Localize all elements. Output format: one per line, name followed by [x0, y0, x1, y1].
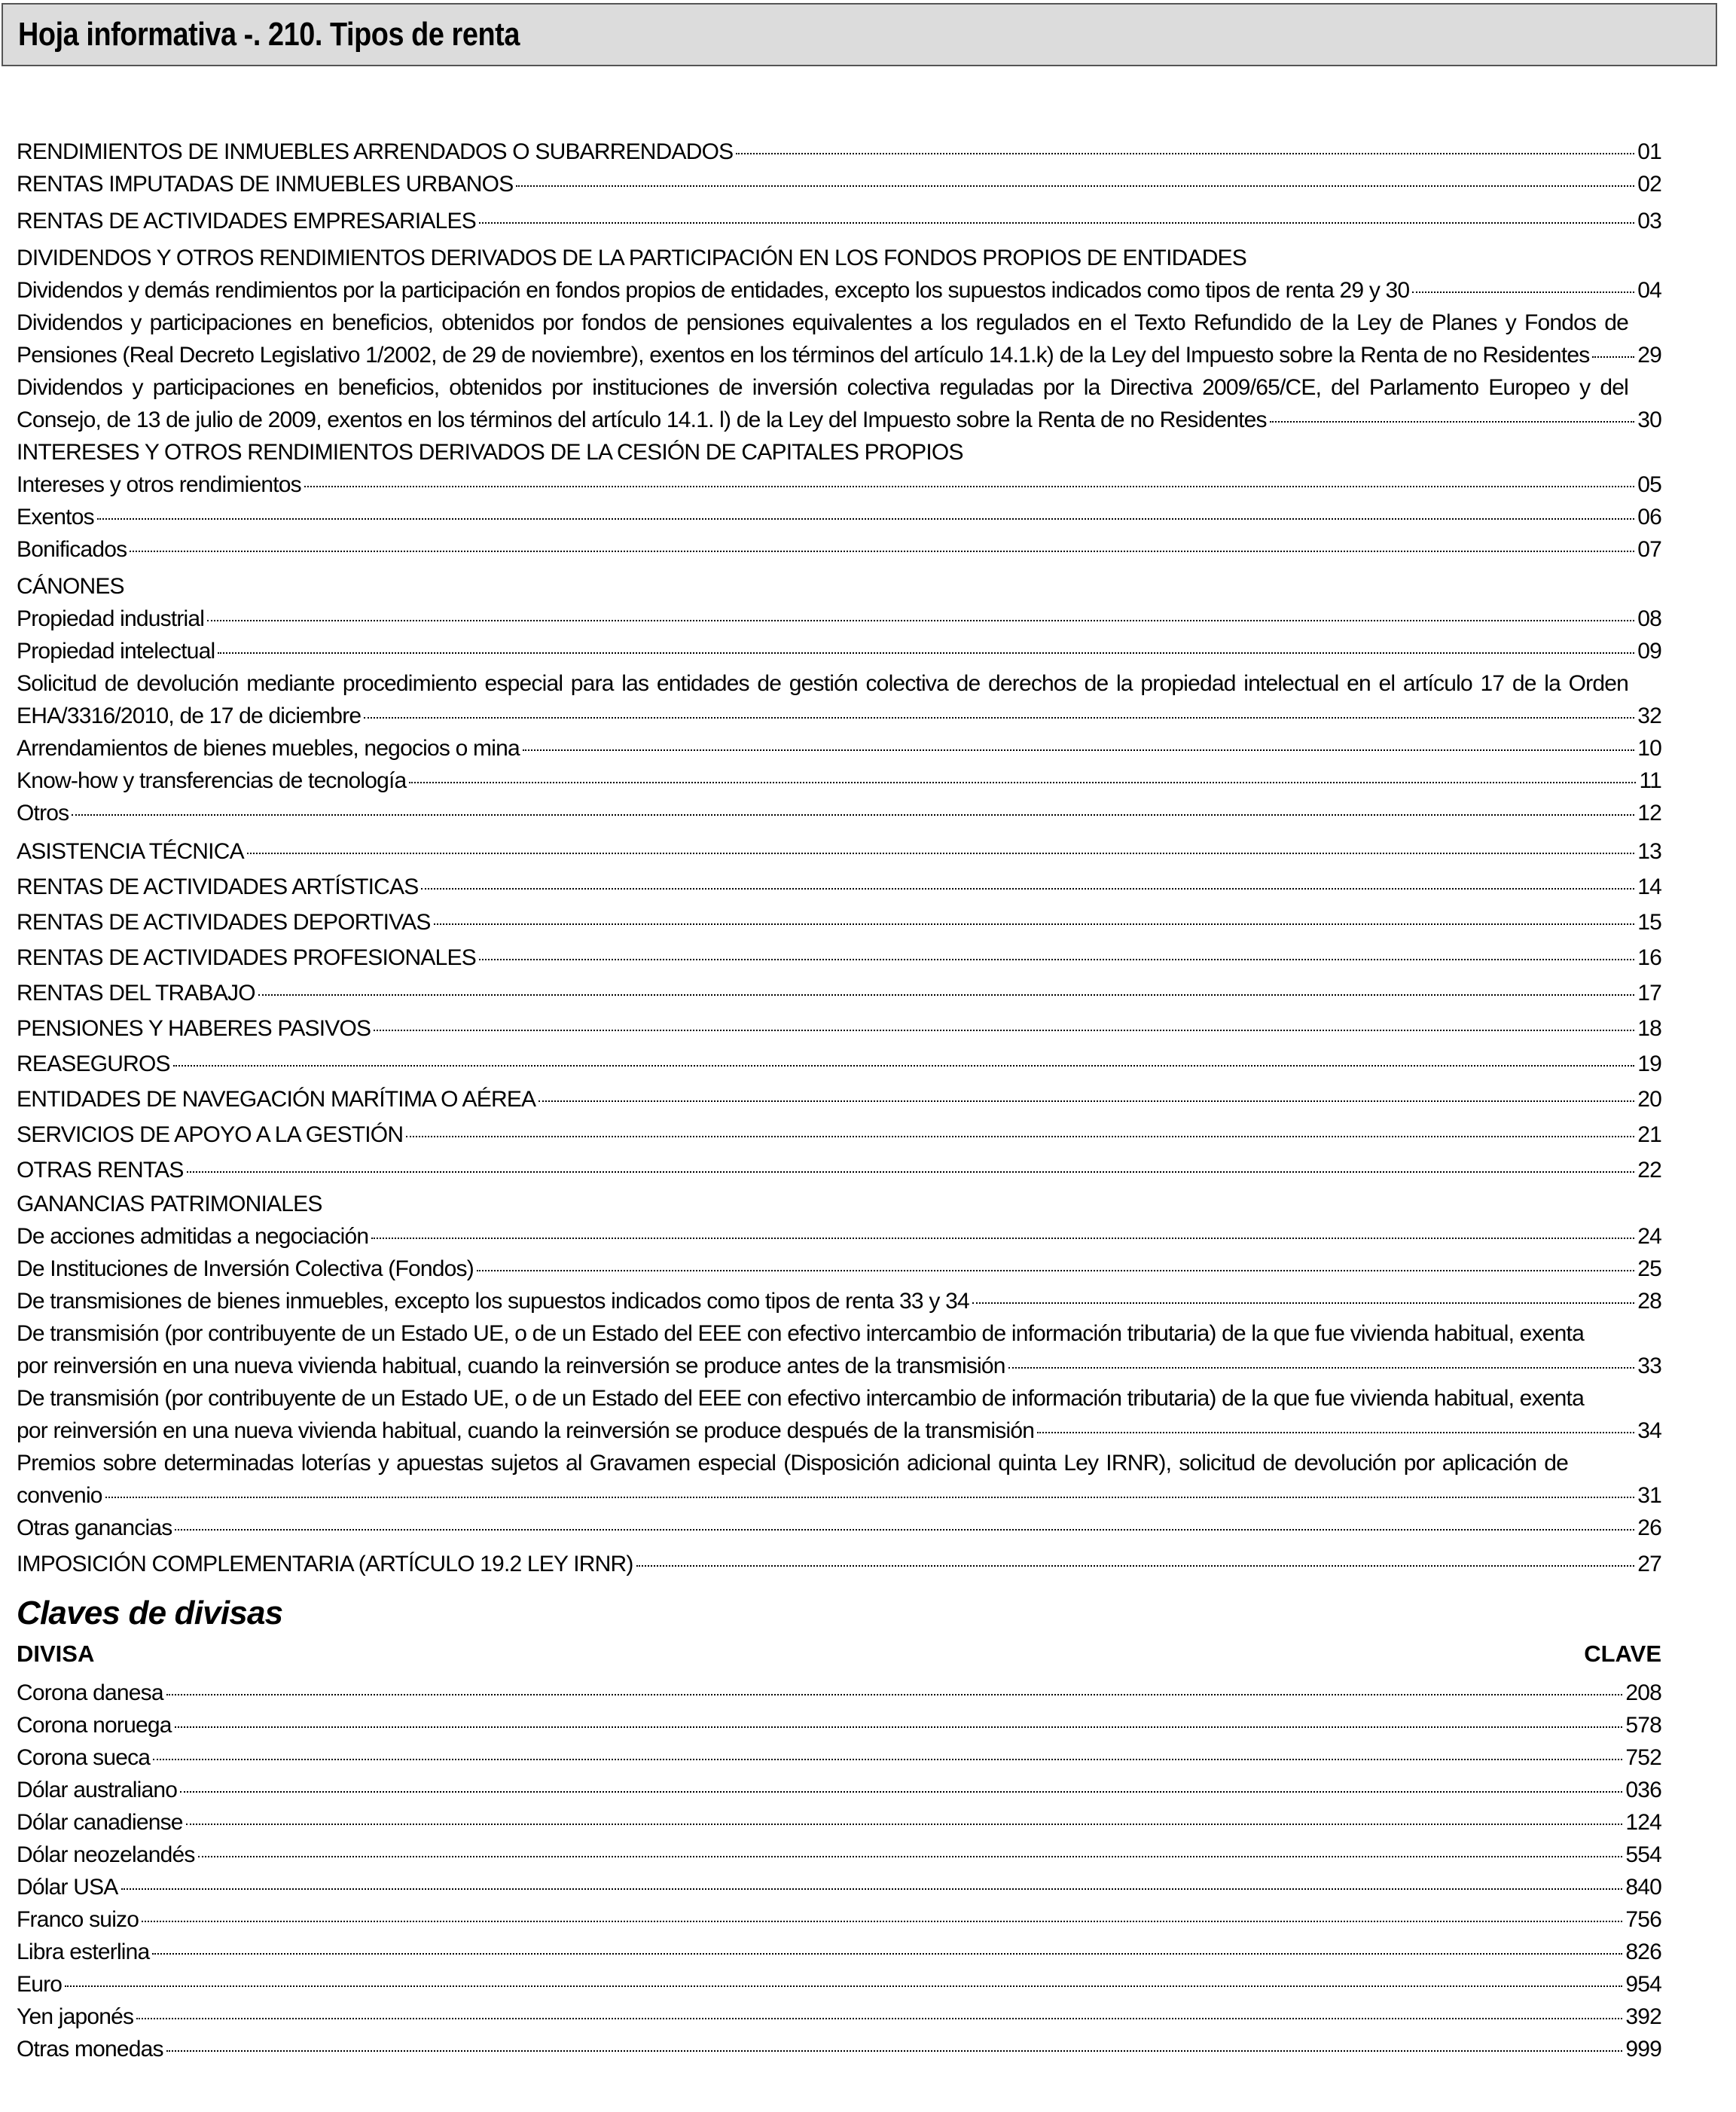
dot-leader: [166, 1694, 1623, 1695]
currency-list: [17, 1677, 1661, 2065]
currency-code: 752: [1625, 1745, 1661, 1770]
currency-name: Dólar canadiense: [17, 1810, 183, 1835]
item-code: 19: [1637, 1051, 1661, 1076]
currency-row: [17, 2001, 1661, 2033]
dot-leader: [175, 1726, 1623, 1728]
currency-name: Libra esterlina: [17, 1940, 150, 1964]
item-code: 07: [1637, 537, 1661, 562]
item-code: 18: [1637, 1016, 1661, 1041]
item-label-line1: Premios sobre determinadas loterías y apuestas sujetos al Gravamen especial (Disposición adicional quinta Ley IRNR), solicitud de devolución por aplicación de: [17, 1451, 1568, 1476]
currency-code: 826: [1625, 1940, 1661, 1964]
item-code: 09: [1637, 639, 1661, 664]
item-label: RENTAS IMPUTADAS DE INMUEBLES URBANOS: [17, 172, 514, 197]
item-code: 11: [1639, 768, 1661, 793]
currency-code: 840: [1625, 1875, 1661, 1900]
list-item: [17, 975, 1661, 1011]
dot-leader: [153, 1759, 1622, 1760]
dot-leader: [65, 1985, 1622, 1987]
item-code: 08: [1637, 606, 1661, 631]
list-item: [17, 732, 1661, 765]
currency-row: [17, 1871, 1661, 1903]
currency-row: [17, 1968, 1661, 2001]
list-item: [17, 1011, 1661, 1046]
item-label: RENTAS DE ACTIVIDADES DEPORTIVAS: [17, 910, 431, 935]
currency-code: 036: [1625, 1778, 1661, 1802]
item-code: 28: [1637, 1289, 1661, 1314]
item-label: RENTAS DE ACTIVIDADES PROFESIONALES: [17, 945, 476, 970]
dot-leader: [972, 1302, 1634, 1304]
dot-leader: [136, 2018, 1622, 2019]
item-label: Otras ganancias: [17, 1515, 172, 1540]
currency-name: Corona noruega: [17, 1713, 172, 1738]
item-label-line1: Dividendos y participaciones en beneficios, obtenidos por instituciones de inversión colectiva reguladas por la Directiva 2009/65/CE, del Parlamento Europeo y del: [17, 375, 1628, 400]
section-heading-ganancias: GANANCIAS PATRIMONIALES: [17, 1192, 322, 1216]
dot-leader: [364, 717, 1634, 719]
col-header-divisa: DIVISA: [17, 1640, 95, 1667]
dot-leader: [477, 1270, 1634, 1271]
item-label: PENSIONES Y HABERES PASIVOS: [17, 1016, 371, 1041]
list-item: [17, 1152, 1661, 1188]
dot-leader: [479, 959, 1634, 960]
list-item: [17, 667, 1661, 732]
item-code: 16: [1637, 945, 1661, 970]
item-label: De acciones admitidas a negociación: [17, 1224, 369, 1249]
section-title-divisas: Claves de divisas: [17, 1595, 283, 1631]
page-title: Hoja informativa -. 210. Tipos de renta: [18, 16, 520, 53]
currency-row: [17, 1774, 1661, 1806]
item-code: 04: [1637, 278, 1661, 303]
item-label-line2: Consejo, de 13 de julio de 2009, exentos en los términos del artículo 14.1. l) de la Ley del Impuesto sobre la Renta de no Residentes: [17, 407, 1267, 432]
currency-table-header: [17, 1636, 1661, 1672]
list-item: [17, 940, 1661, 975]
item-label: RENTAS DEL TRABAJO: [17, 981, 255, 1006]
dot-leader: [479, 222, 1634, 224]
currency-code: 554: [1625, 1842, 1661, 1867]
dot-leader: [1037, 1432, 1634, 1433]
currency-code: 999: [1625, 2037, 1661, 2062]
currency-name: Franco suizo: [17, 1907, 139, 1932]
currency-code: 578: [1625, 1713, 1661, 1738]
currency-name: Otras monedas: [17, 2037, 163, 2062]
dot-leader: [142, 1921, 1622, 1922]
dot-leader: [538, 1100, 1634, 1102]
dot-leader: [523, 749, 1634, 751]
item-label-line1: De transmisión (por contribuyente de un Estado UE, o de un Estado del EEE con efectivo intercambio de información tributaria) de la que fue vivienda habitual, exenta: [17, 1386, 1584, 1411]
currency-name: Euro: [17, 1972, 63, 1997]
list-item: [17, 1544, 1661, 1585]
list-item: [17, 274, 1661, 307]
item-code: 33: [1637, 1354, 1661, 1378]
item-code: 24: [1637, 1224, 1661, 1249]
list-item: [17, 1285, 1661, 1317]
list-item: [17, 765, 1661, 797]
dot-leader: [1008, 1367, 1635, 1369]
dot-leader: [152, 1953, 1622, 1955]
item-code: 02: [1637, 172, 1661, 197]
item-code: 27: [1637, 1552, 1661, 1576]
item-label: De transmisiones de bienes inmuebles, excepto los supuestos indicados como tipos de renta 33 y 34: [17, 1289, 969, 1314]
currency-row: [17, 1709, 1661, 1741]
income-types-list: [17, 136, 1661, 2065]
item-label: Bonificados: [17, 537, 127, 562]
item-code: 12: [1637, 801, 1661, 826]
item-label-line1: De transmisión (por contribuyente de un Estado UE, o de un Estado del EEE con efectivo intercambio de información tributaria) de la que fue vivienda habitual, exenta: [17, 1321, 1584, 1346]
item-code: 22: [1637, 1158, 1661, 1183]
list-item: [17, 533, 1661, 566]
item-label-line1: Dividendos y participaciones en beneficios, obtenidos por fondos de pensiones equivalentes a los regulados en el Texto Refundido de la Ley de Planes y Fondos de: [17, 310, 1628, 335]
item-code: 17: [1637, 981, 1661, 1006]
item-code: 13: [1637, 839, 1661, 864]
list-item: [17, 501, 1661, 533]
dot-leader: [371, 1238, 1634, 1239]
item-code: 06: [1637, 505, 1661, 530]
dot-leader: [374, 1030, 1634, 1031]
currency-code: 124: [1625, 1810, 1661, 1835]
item-label: Intereses y otros rendimientos: [17, 472, 301, 497]
dot-leader: [406, 1136, 1634, 1137]
currency-row: [17, 1936, 1661, 1968]
dot-leader: [187, 1171, 1635, 1173]
currency-row: [17, 1839, 1661, 1871]
currency-name: Dólar australiano: [17, 1778, 178, 1802]
dot-leader: [72, 814, 1634, 816]
list-item: [17, 834, 1661, 869]
item-code: 20: [1637, 1087, 1661, 1112]
dot-leader: [130, 551, 1634, 552]
currency-row: [17, 1903, 1661, 1936]
list-item: [17, 869, 1661, 905]
dot-leader: [175, 1529, 1634, 1531]
dot-leader: [166, 2050, 1623, 2052]
list-item: [17, 136, 1661, 168]
item-label: Dividendos y demás rendimientos por la participación en fondos propios de entidades, excepto los supuestos indicados como tipos de renta 29 y 30: [17, 278, 1410, 303]
item-label-line2: por reinversión en una nueva vivienda habitual, cuando la reinversión se produce antes de la transmisión: [17, 1354, 1005, 1378]
currency-code: 756: [1625, 1907, 1661, 1932]
item-code: 31: [1637, 1483, 1661, 1508]
item-label: SERVICIOS DE APOYO A LA GESTIÓN: [17, 1122, 404, 1147]
dot-leader: [198, 1856, 1623, 1857]
list-item: [17, 468, 1661, 501]
item-label: Otros: [17, 801, 69, 826]
item-label: Exentos: [17, 505, 94, 530]
item-code: 34: [1637, 1418, 1661, 1443]
item-label-line2: convenio: [17, 1483, 102, 1508]
item-code: 32: [1637, 703, 1661, 728]
dot-leader: [1592, 356, 1634, 358]
currency-code: 954: [1625, 1972, 1661, 1997]
item-code: 29: [1637, 343, 1661, 368]
currency-name: Yen japonés: [17, 2004, 134, 2029]
list-item: [17, 1253, 1661, 1285]
dot-leader: [207, 620, 1634, 621]
dot-leader: [105, 1497, 1635, 1498]
item-label: Know-how y transferencias de tecnología: [17, 768, 407, 793]
list-item: [17, 1382, 1661, 1447]
list-item: [17, 205, 1661, 237]
dot-leader: [1270, 421, 1635, 423]
list-item: [17, 797, 1661, 829]
item-code: 26: [1637, 1515, 1661, 1540]
item-label-line1: Solicitud de devolución mediante procedimiento especial para las entidades de gestión colectiva de derechos de la propiedad intelectual en el artículo 17 de la Orden: [17, 671, 1628, 696]
item-label: RENTAS DE ACTIVIDADES EMPRESARIALES: [17, 209, 476, 233]
title-banner: [2, 3, 1717, 66]
item-label: Propiedad intelectual: [17, 639, 215, 664]
currency-row: [17, 1677, 1661, 1709]
list-item: [17, 1117, 1661, 1152]
list-item: [17, 1447, 1661, 1512]
item-code: 10: [1637, 736, 1661, 761]
dot-leader: [247, 853, 1634, 854]
item-code: 01: [1637, 139, 1661, 164]
list-item: [17, 905, 1661, 940]
item-label: RENDIMIENTOS DE INMUEBLES ARRENDADOS O SUBARRENDADOS: [17, 139, 734, 164]
currency-row: [17, 2033, 1661, 2065]
dot-leader: [121, 1888, 1623, 1890]
list-item: [17, 1317, 1661, 1382]
currency-code: 392: [1625, 2004, 1661, 2029]
dot-leader: [97, 518, 1634, 520]
item-label: REASEGUROS: [17, 1051, 170, 1076]
list-item: [17, 1046, 1661, 1082]
item-label-line2: por reinversión en una nueva vivienda habitual, cuando la reinversión se produce después de la transmisión: [17, 1418, 1035, 1443]
list-item: [17, 371, 1661, 436]
section-heading-dividendos: DIVIDENDOS Y OTROS RENDIMIENTOS DERIVADOS DE LA PARTICIPACIÓN EN LOS FONDOS PROPIOS DE ENTIDADES: [17, 246, 1246, 270]
dot-leader: [434, 923, 1635, 925]
currency-name: Dólar USA: [17, 1875, 118, 1900]
item-code: 03: [1637, 209, 1661, 233]
item-code: 30: [1637, 407, 1661, 432]
item-label: OTRAS RENTAS: [17, 1158, 184, 1183]
item-label-line2: Pensiones (Real Decreto Legislativo 1/2002, de 29 de noviembre), exentos en los términos del artículo 14.1.k) de la Ley del Impuesto sobre la Renta de no Residentes: [17, 343, 1590, 368]
dot-leader: [736, 153, 1634, 154]
list-item: [17, 1220, 1661, 1253]
dot-leader: [218, 652, 1634, 654]
currency-name: Dólar neozelandés: [17, 1842, 195, 1867]
item-label: Arrendamientos de bienes muebles, negocios o mina: [17, 736, 520, 761]
section-heading-intereses: INTERESES Y OTROS RENDIMIENTOS DERIVADOS DE LA CESIÓN DE CAPITALES PROPIOS: [17, 440, 963, 465]
list-item: [17, 307, 1661, 371]
dot-leader: [421, 888, 1634, 890]
item-label: ENTIDADES DE NAVEGACIÓN MARÍTIMA O AÉREA: [17, 1087, 536, 1112]
dot-leader: [304, 486, 1634, 487]
item-code: 05: [1637, 472, 1661, 497]
list-item: [17, 603, 1661, 635]
list-item: [17, 635, 1661, 667]
list-item: [17, 1512, 1661, 1544]
col-header-clave: CLAVE: [1584, 1640, 1661, 1667]
currency-name: Corona danesa: [17, 1680, 163, 1705]
item-code: 15: [1637, 910, 1661, 935]
section-heading-canones: CÁNONES: [17, 574, 124, 599]
dot-leader: [409, 782, 1636, 783]
dot-leader: [636, 1565, 1635, 1567]
item-label: De Instituciones de Inversión Colectiva (Fondos): [17, 1256, 474, 1281]
list-item: [17, 168, 1661, 200]
dot-leader: [258, 994, 1634, 996]
dot-leader: [180, 1791, 1622, 1793]
dot-leader: [1412, 291, 1634, 293]
dot-leader: [186, 1824, 1623, 1825]
dot-leader: [516, 185, 1634, 187]
list-item: [17, 1082, 1661, 1117]
item-label: RENTAS DE ACTIVIDADES ARTÍSTICAS: [17, 874, 419, 899]
item-label: IMPOSICIÓN COMPLEMENTARIA (ARTÍCULO 19.2 LEY IRNR): [17, 1552, 633, 1576]
currency-row: [17, 1741, 1661, 1774]
currency-name: Corona sueca: [17, 1745, 151, 1770]
item-label: ASISTENCIA TÉCNICA: [17, 839, 244, 864]
item-label-line2: EHA/3316/2010, de 17 de diciembre: [17, 703, 362, 728]
currency-row: [17, 1806, 1661, 1839]
item-code: 14: [1637, 874, 1661, 899]
item-code: 21: [1637, 1122, 1661, 1147]
currency-code: 208: [1625, 1680, 1661, 1705]
item-code: 25: [1637, 1256, 1661, 1281]
item-label: Propiedad industrial: [17, 606, 205, 631]
dot-leader: [173, 1065, 1635, 1067]
